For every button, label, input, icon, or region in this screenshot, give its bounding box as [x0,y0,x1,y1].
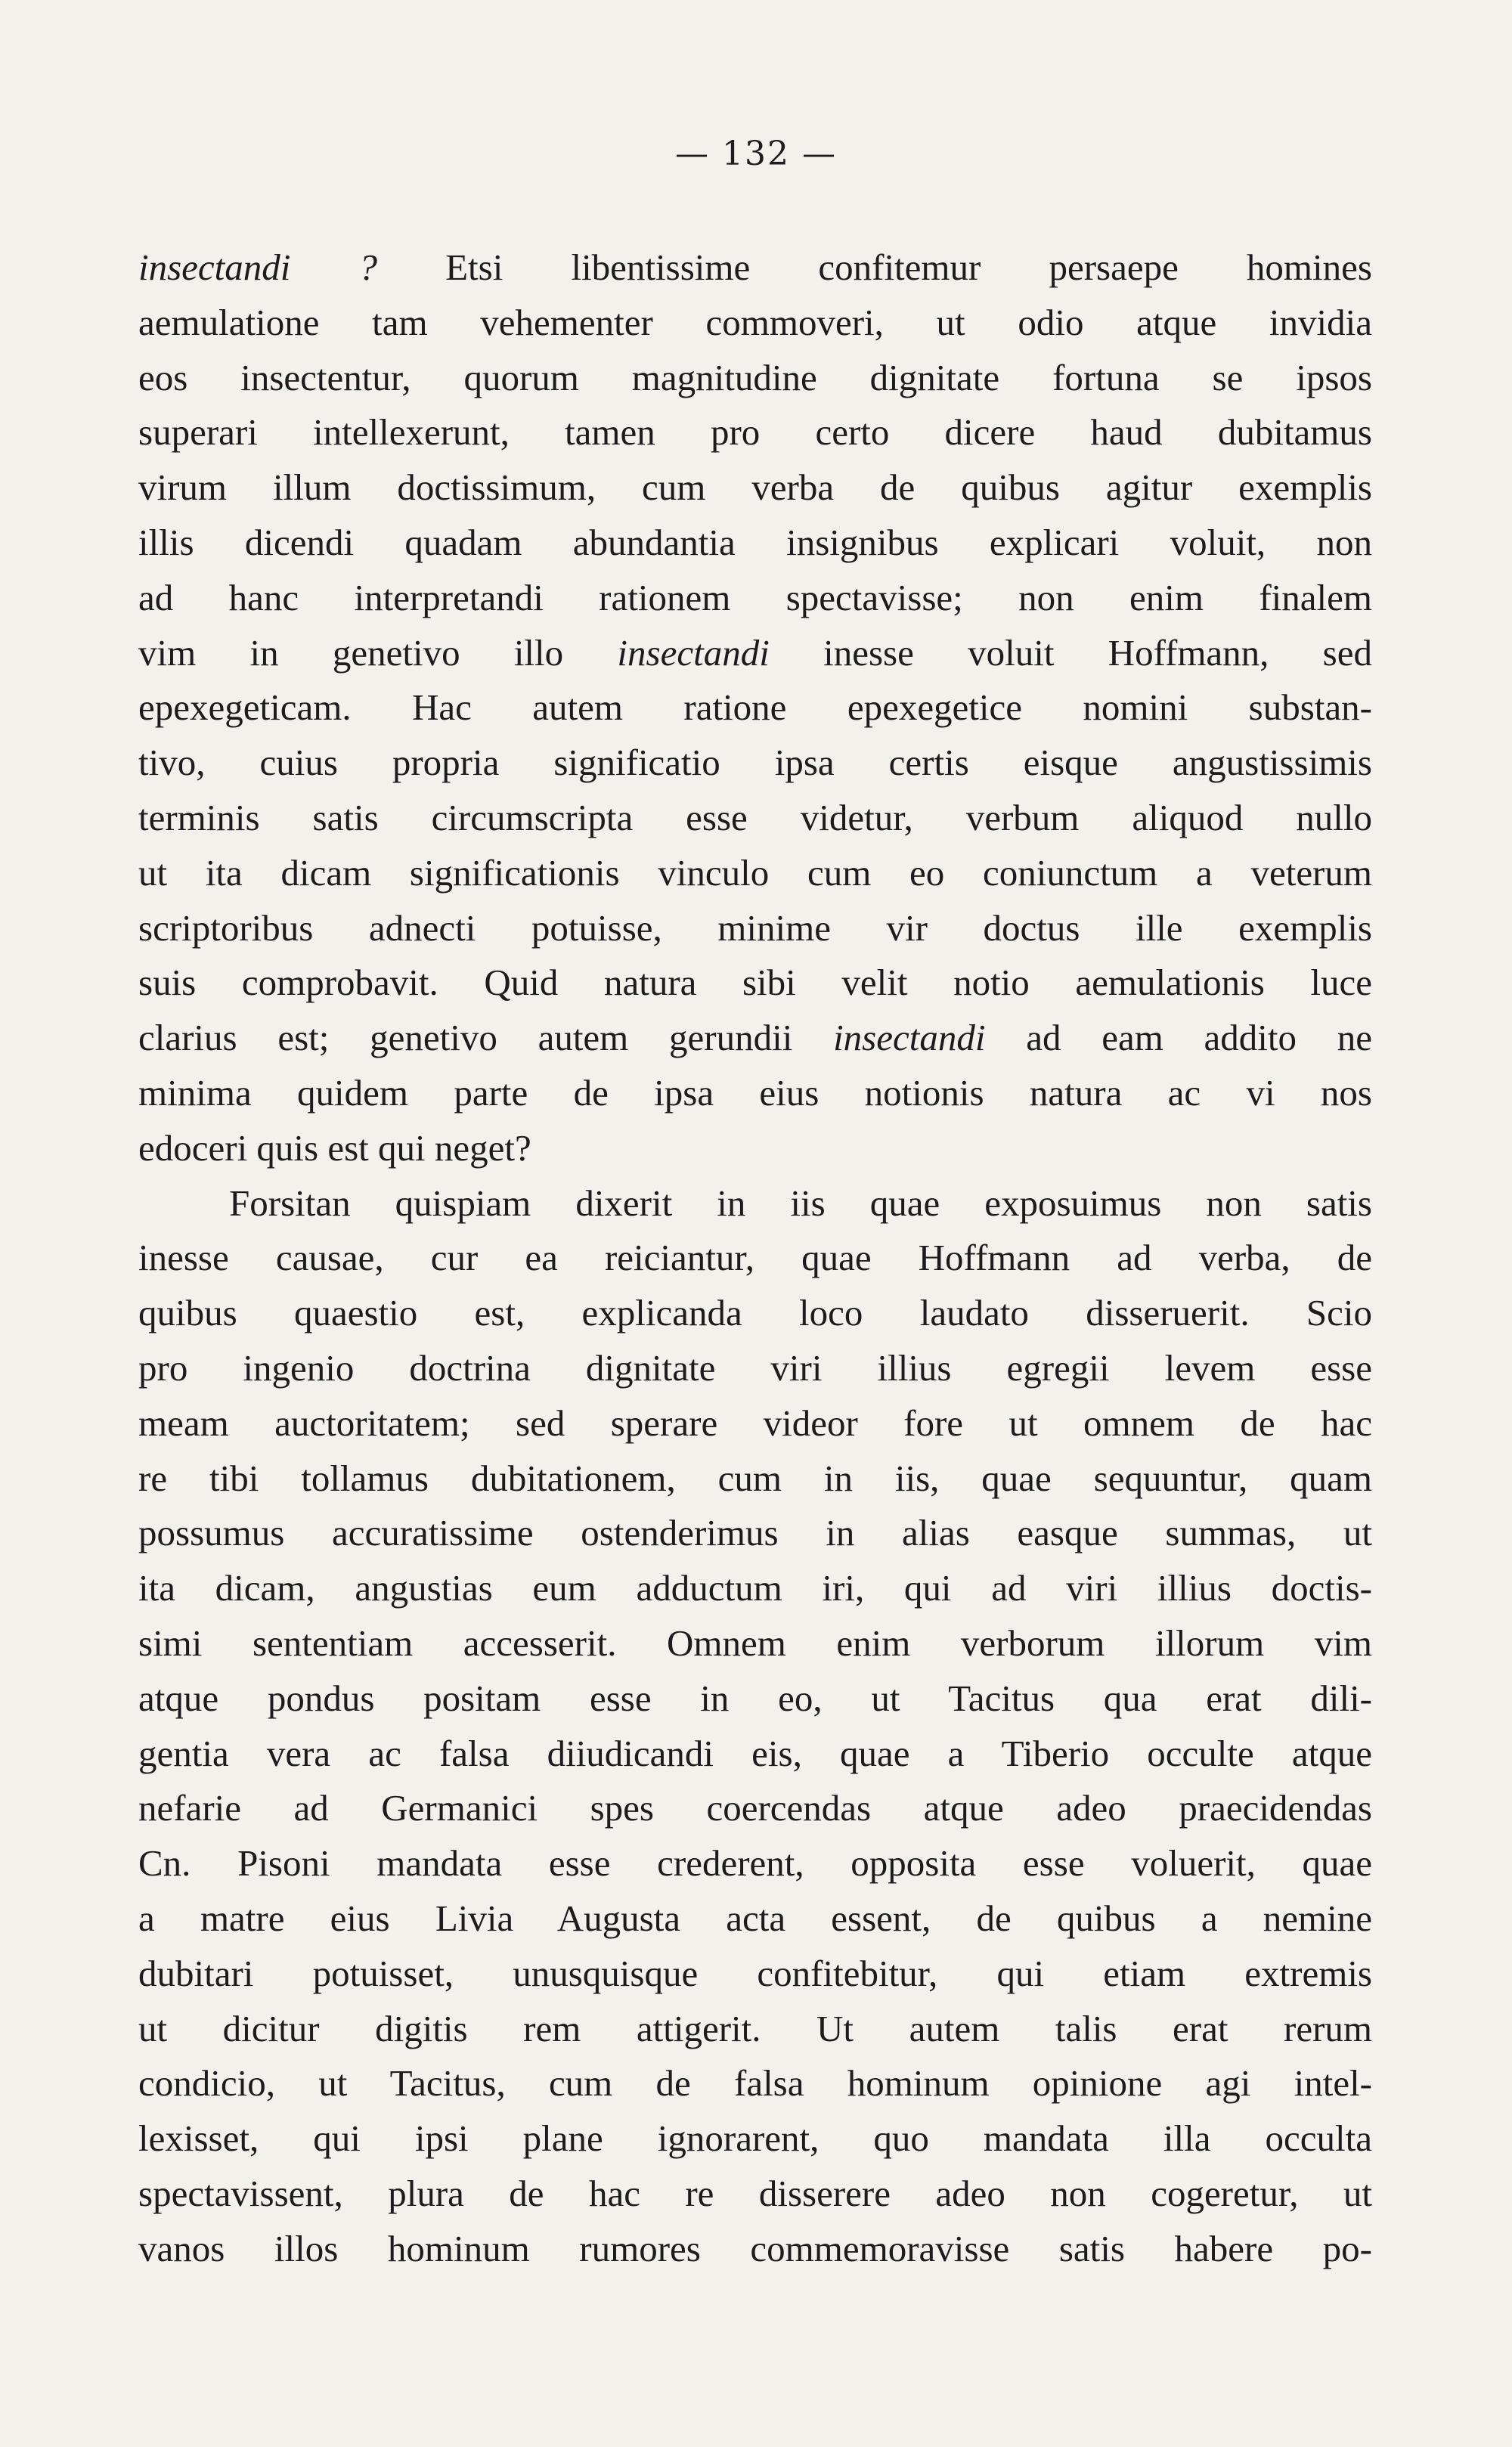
text-segment: possumus accuratissime ostenderimus in alias easque summas, ut [138,1512,1372,1554]
text-segment: superari intellexerunt, tamen pro certo dicere haud dubitamus [138,411,1372,454]
text-line [138,1781,1372,1836]
text-segment: scriptoribus adnecti potuisse, minime vir doctus ille exemplis [138,906,1372,949]
text-line [138,791,1372,846]
text-segment: edoceri quis est qui neget? [138,1126,531,1169]
text-segment: Cn. Pisoni mandata esse crederent, opposita esse voluerit, quae [138,1842,1372,1885]
text-line [138,626,1372,681]
text-line [138,1836,1372,1891]
text-line [138,1066,1372,1121]
text-line [138,1011,1372,1066]
text-line [138,680,1372,736]
text-segment: simi sententiam accesserit. Omnem enim verborum illorum vim [138,1622,1372,1664]
text-segment: inesse causae, cur ea reiciantur, quae Hoffmann ad verba, de [138,1237,1372,1279]
text-line [138,1671,1372,1727]
text-segment: epexegeticam. Hac autem ratione epexegetice nomini substan- [138,686,1372,729]
text-segment: atque pondus positam esse in eo, ut Tacitus qua erat dili- [138,1677,1372,1719]
text-line [138,1121,1372,1176]
italic-term: insectandi [833,1017,986,1059]
body-text [138,240,1372,2276]
text-segment: inesse voluit Hoffmann, sed [769,631,1372,674]
text-line [138,2111,1372,2167]
text-line [138,240,1372,296]
text-line [138,571,1372,626]
text-line [138,1451,1372,1507]
text-segment: ut ita dicam significationis vinculo cum eo coniunctum a veterum [138,851,1372,894]
text-line [138,1341,1372,1396]
text-segment: re tibi tollamus dubitationem, cum in iis, quae sequuntur, quam [138,1457,1372,1499]
text-line [138,351,1372,406]
text-segment: Etsi libentissime confitemur persaepe homines [377,246,1372,288]
text-line [138,1947,1372,2002]
text-line [138,460,1372,516]
text-segment: eos insectentur, quorum magnitudine dignitate fortuna se ipsos [138,356,1372,398]
italic-term: insectandi [617,631,770,674]
text-line [138,2056,1372,2111]
text-line [138,1506,1372,1561]
text-line [138,736,1372,791]
text-segment: Forsitan quispiam dixerit in iis quae exposuimus non satis [229,1182,1372,1224]
text-segment: meam auctoritatem; sed sperare videor fore ut omnem de hac [138,1402,1372,1444]
text-line [138,1176,1372,1231]
text-segment: nefarie ad Germanici spes coercendas atque adeo praecidendas [138,1787,1372,1829]
text-line [138,1286,1372,1341]
text-line [138,1727,1372,1782]
text-segment: pro ingenio doctrina dignitate viri illius egregii levem esse [138,1346,1372,1389]
text-line [138,296,1372,351]
text-segment: lexisset, qui ipsi plane ignorarent, quo mandata illa occulta [138,2117,1372,2160]
text-segment: quibus quaestio est, explicanda loco laudato disseruerit. Scio [138,1292,1372,1334]
text-segment: condicio, ut Tacitus, cum de falsa hominum opinione agi intel- [138,2062,1372,2105]
text-segment: virum illum doctissimum, cum verba de quibus agitur exemplis [138,466,1372,509]
text-segment: ad hanc interpretandi rationem spectavisse; non enim finalem [138,576,1372,618]
text-segment: ad eam addito ne [985,1017,1372,1059]
text-segment: tivo, cuius propria significatio ipsa certis eisque angustissimis [138,742,1372,784]
text-segment: ut dicitur digitis rem attigerit. Ut autem talis erat rerum [138,2007,1372,2049]
text-line [138,1396,1372,1451]
text-segment: vanos illos hominum rumores commemoravisse satis habere po- [138,2227,1372,2269]
text-line [138,1561,1372,1616]
text-line [138,1891,1372,1947]
text-line [138,901,1372,956]
text-segment: dubitari potuisset, unusquisque confitebitur, qui etiam extremis [138,1952,1372,1994]
text-segment: minima quidem parte de ipsa eius notionis natura ac vi nos [138,1071,1372,1114]
text-line [138,405,1372,460]
page-number: — 132 — [675,135,837,173]
text-segment: clarius est; genetivo autem gerundii [138,1017,834,1059]
text-segment: ita dicam, angustias eum adductum iri, qui ad viri illius doctis- [138,1567,1372,1609]
text-segment: gentia vera ac falsa diiudicandi eis, quae a Tiberio occulte atque [138,1732,1372,1774]
text-line [138,956,1372,1011]
text-line [138,2167,1372,2222]
text-line [138,1616,1372,1671]
text-line [138,516,1372,571]
text-segment: terminis satis circumscripta esse videtur, verbum aliquod nullo [138,796,1372,838]
text-line [138,2222,1372,2277]
text-segment: spectavissent, plura de hac re disserere adeo non cogeretur, ut [138,2172,1372,2214]
text-segment: a matre eius Livia Augusta acta essent, de quibus a nemine [138,1897,1372,1939]
text-line [138,846,1372,901]
italic-term: insectandi ? [138,246,378,288]
text-line [138,2002,1372,2057]
text-segment: vim in genetivo illo [138,631,618,674]
text-segment: aemulatione tam vehementer commoveri, ut odio atque invidia [138,301,1372,343]
text-line [138,1231,1372,1286]
text-segment: suis comprobavit. Quid natura sibi velit notio aemulationis luce [138,962,1372,1004]
text-segment: illis dicendi quadam abundantia insignibus explicari voluit, non [138,521,1372,563]
